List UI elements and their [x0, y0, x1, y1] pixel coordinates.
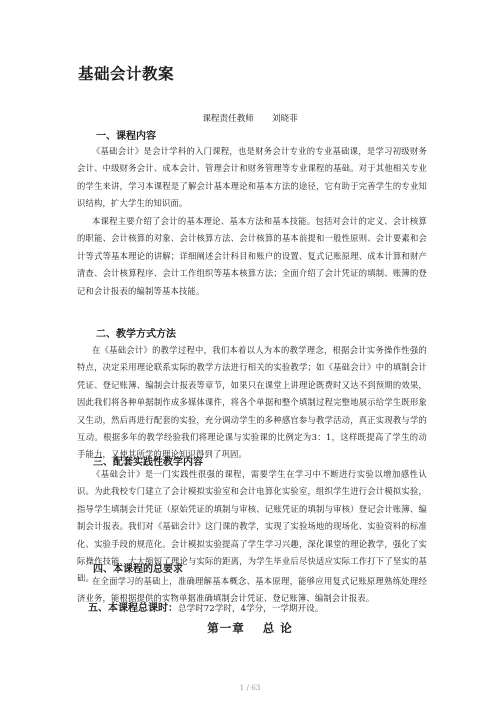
section-requirements-paragraph: 在全面学习的基础上，准确理解基本概念、基本原理，能够应用复式记账原理熟练处理经济业务，能根据提供的实物单据准确填制会计凭证、登记账簿、编制会计报表。 [77, 576, 427, 604]
total-hours-line [88, 602, 323, 616]
page-number: 1 / 63 [239, 683, 261, 692]
chapter-title: 总 论 [262, 621, 293, 635]
section-content-paragraph-1: 《基础会计》是会计学科的入门课程，也是财务会计专业的专业基础课，是学习初级财务会计、中级财务会计、成本会计、管理会计和财务管理等专业课程的基础。对于其他相关专业的学生来讲，学习本课程是了解会计基本理论和基本方法的途径，它有助于完善学生的专业知识结构，扩大学生的知识面。 [77, 146, 427, 209]
chapter-number: 第一章 [207, 621, 245, 635]
document-title: 基础会计教案 [78, 65, 175, 83]
total-hours-value: 总学时72学时，4学分，一学期开设。 [178, 604, 324, 614]
teacher-name: 刘晓菲 [271, 114, 298, 124]
section-heading-practice: 三、配套实践性教学内容 [93, 457, 203, 468]
teacher-role: 课程责任教师 [202, 114, 254, 124]
teacher-line [0, 112, 500, 124]
total-hours-label: 五、本课程总课时： [88, 603, 178, 614]
section-teaching-methods-paragraph: 在《基础会计》的教学过程中，我们本着以人为本的教学理念，根据会计实务操作性强的特点，决定采用理论联系实际的教学方法进行相关的实验教学；如《基础会计》中的填制会计凭证、登记账簿、编制会计报表等章节，如果只在课堂上讲理论既费时又达不到预期的效果，因此我们将各种单据制作成多媒体课件，将各个单据和整个填制过程完整地展示给学生既形象又生动，然后再进行配套的实验，充分调动学生的多种感官参与教学活动，真正实现教与学的互动。根据多年的教学经验我们将理论课与实验课的比例定为3：1，这样既提高了学生的动手能力，又使其所学的理论知识得到了巩固。 [77, 345, 427, 460]
section-heading-teaching-methods: 二、教学方式方法 [96, 329, 176, 340]
section-practice-paragraph: 《基础会计》是一门实践性很强的课程，需要学生在学习中不断进行实验以增加感性认识。为此我校专门建立了会计模拟实验室和会计电算化实验室，组织学生进行会计模拟实验，指导学生填制会计凭证（原始凭证的填制与审核、记账凭证的填制与审核）登记会计账簿、编制会计报表。我们对《基础会计》这门课的教学，实现了实验场地的现场化、实验资料的标准化、实验手段的规范化。会计模拟实验提高了学生学习兴趣，深化课堂的理论教学，强化了实际操作技能，大大缩短了理论与实际的距离，为学生毕业后尽快适应实际工作打下了坚实的基础。 [77, 469, 427, 584]
section-content-paragraph-2: 本课程主要介绍了会计的基本理论、基本方法和基本技能。包括对会计的定义、会计核算的职能、会计核算的对象、会计核算方法、会计核算的基本前提和一般性原则、会计要素和会计等式等基本理论的讲解；详细阐述会计科目和账户的设置、复式记账原理、成本计算和财产清查、会计核算程序、会计工作组织等基本核算方法；全面介绍了会计凭证的填制、账簿的登记和会计报表的编制等基本技能。 [77, 216, 427, 296]
section-heading-content: 一、课程内容 [96, 131, 156, 142]
chapter-heading [0, 620, 500, 636]
section-heading-requirements: 四、本课程的总要求 [93, 564, 183, 575]
